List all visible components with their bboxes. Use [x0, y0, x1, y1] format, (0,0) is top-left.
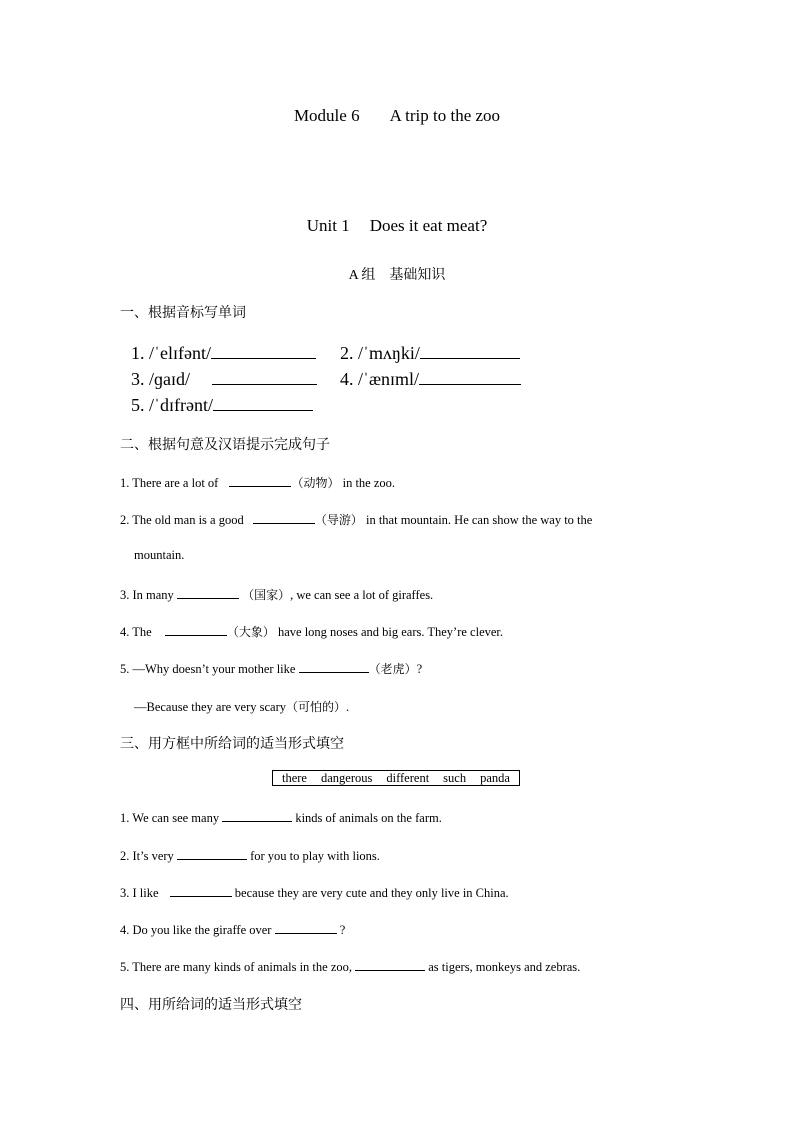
chinese-hint: （老虎） [368, 662, 417, 676]
s2-item-2-cont: mountain. [134, 548, 185, 562]
phonetic-item-2 [340, 342, 520, 364]
chinese-hint: （国家） [242, 588, 291, 602]
item-text: 5. There are many kinds of animals in the zoo, [120, 960, 352, 974]
phonetic-ipa: /ˈmʌŋki/ [358, 343, 420, 363]
item-text: ? [339, 923, 346, 937]
module-title [0, 106, 794, 126]
item-text: 3. I like [120, 886, 159, 900]
phonetic-ipa: /ˈænɪml/ [358, 369, 420, 389]
unit-name: Does it eat meat? [369, 216, 488, 235]
s2-item-4 [120, 623, 503, 640]
section4-heading: 四、用所给词的适当形式填空 [120, 997, 302, 1013]
answer-blank[interactable] [212, 368, 317, 385]
answer-blank[interactable] [222, 809, 292, 822]
item-text: , we can see a lot of giraffes. [290, 588, 434, 602]
module-label: Module 6 [293, 106, 360, 125]
answer-blank[interactable] [420, 342, 520, 359]
answer-blank[interactable] [229, 474, 291, 487]
unit-label: Unit 1 [306, 216, 350, 235]
item-text: . [346, 700, 350, 714]
s3-item-1 [120, 809, 442, 826]
item-text: ? [416, 662, 423, 676]
s3-item-3 [120, 884, 509, 901]
phonetic-ipa: /ɡaɪd/ [149, 369, 190, 389]
word-box-item: different [386, 770, 430, 785]
answer-blank[interactable] [177, 847, 247, 860]
phonetic-num: 3. [131, 369, 145, 389]
item-text: because they are very cute and they only live in China. [234, 886, 509, 900]
phonetic-ipa: /ˈdɪfrənt/ [149, 395, 213, 415]
chinese-hint: （导游） [314, 513, 363, 527]
word-box-item: such [443, 770, 467, 785]
answer-blank[interactable] [213, 394, 313, 411]
section2-heading: 二、根据句意及汉语提示完成句子 [120, 437, 330, 453]
phonetic-num: 2. [340, 343, 354, 363]
item-text: have long noses and big ears. They’re clever. [277, 625, 504, 639]
s2-item-5-answer [134, 698, 349, 715]
item-text: 4. Do you like the giraffe over [120, 923, 272, 937]
s2-item-5 [120, 660, 422, 677]
chinese-hint: （可怕的） [286, 700, 347, 714]
s3-item-4 [120, 921, 345, 938]
s2-item-3 [120, 586, 433, 603]
answer-blank[interactable] [211, 342, 316, 359]
s3-item-5 [120, 958, 580, 975]
answer-blank[interactable] [170, 884, 232, 897]
phonetic-ipa: /ˈelɪfənt/ [149, 343, 211, 363]
item-text: as tigers, monkeys and zebras. [428, 960, 581, 974]
phonetic-num: 5. [131, 395, 145, 415]
phonetic-item-1 [131, 342, 316, 364]
answer-blank[interactable] [165, 623, 227, 636]
word-box-item: there [282, 770, 307, 785]
phonetic-num: 1. [131, 343, 145, 363]
phonetic-item-5 [131, 394, 313, 416]
item-text: in the zoo. [342, 476, 396, 490]
module-name: A trip to the zoo [389, 106, 501, 125]
s2-item-1 [120, 474, 395, 491]
item-text: in that mountain. He can show the way to the [365, 513, 593, 527]
item-text: 2. The old man is a good [120, 513, 244, 527]
item-text: —Because they are very scary [134, 700, 287, 714]
word-box [272, 770, 520, 786]
item-text: 2. It’s very [120, 849, 174, 863]
item-text: 1. We can see many [120, 811, 220, 825]
answer-blank[interactable] [355, 958, 425, 971]
phonetic-item-4 [340, 368, 521, 390]
unit-title [0, 216, 794, 236]
item-text: 4. The [120, 625, 152, 639]
section3-heading: 三、用方框中所给词的适当形式填空 [120, 736, 344, 752]
item-text: kinds of animals on the farm. [295, 811, 442, 825]
chinese-hint: （大象） [226, 625, 275, 639]
section1-heading: 一、根据音标写单词 [120, 305, 246, 321]
s2-item-2 [120, 511, 592, 528]
group-label: A 组 基础知识 [348, 268, 446, 283]
answer-blank[interactable] [275, 921, 337, 934]
answer-blank[interactable] [419, 368, 521, 385]
phonetic-item-3 [131, 368, 317, 390]
answer-blank[interactable] [177, 586, 239, 599]
answer-blank[interactable] [253, 511, 315, 524]
item-text: 1. There are a lot of [120, 476, 219, 490]
phonetic-num: 4. [340, 369, 354, 389]
item-text: for you to play with lions. [250, 849, 380, 863]
item-text: 5. —Why doesn’t your mother like [120, 662, 296, 676]
word-box-item: panda [480, 770, 510, 785]
chinese-hint: （动物） [291, 476, 340, 490]
word-box-item: dangerous [320, 770, 373, 785]
item-text: 3. In many [120, 588, 174, 602]
s3-item-2 [120, 847, 380, 864]
answer-blank[interactable] [299, 660, 369, 673]
